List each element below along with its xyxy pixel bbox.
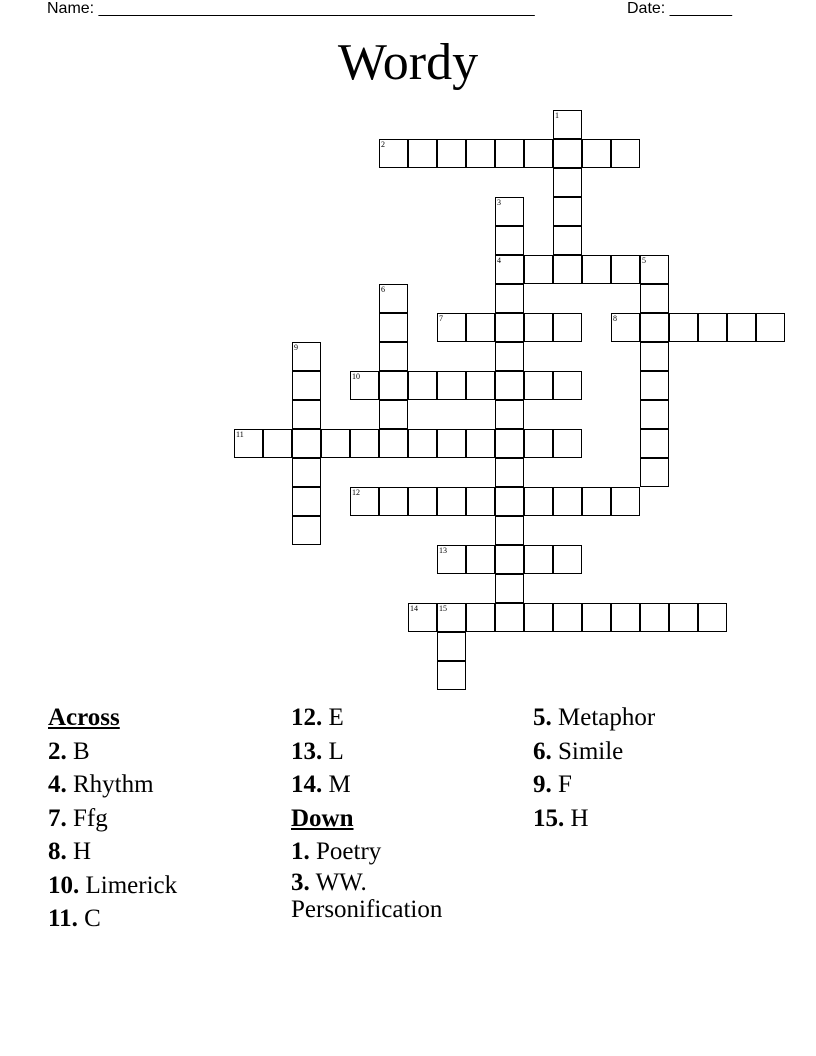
grid-cell[interactable] (582, 255, 611, 284)
grid-cell[interactable] (379, 284, 408, 313)
grid-cell[interactable] (466, 603, 495, 632)
grid-cell[interactable] (640, 255, 669, 284)
clue-number: 9. (533, 771, 552, 798)
grid-cell[interactable] (495, 400, 524, 429)
clue-text: Simile (558, 737, 624, 765)
grid-cell[interactable] (350, 371, 379, 400)
clue-number: 8. (48, 838, 67, 865)
grid-cell[interactable] (495, 226, 524, 255)
clue-number-label: 11 (236, 430, 244, 439)
grid-cell[interactable] (292, 487, 321, 516)
grid-cell[interactable] (437, 487, 466, 516)
grid-cell[interactable] (379, 371, 408, 400)
clues-column-3 (533, 701, 773, 835)
grid-cell[interactable] (408, 139, 437, 168)
grid-cell[interactable] (495, 545, 524, 574)
grid-cell[interactable] (379, 429, 408, 458)
grid-cell[interactable] (524, 545, 553, 574)
clue-number-label: 8 (613, 314, 617, 323)
clue-text: H (570, 804, 589, 832)
grid-cell[interactable] (553, 487, 582, 516)
clue-text: Ffg (73, 804, 108, 832)
grid-cell[interactable] (350, 487, 379, 516)
grid-cell[interactable] (495, 197, 524, 226)
clues-column-2 (291, 701, 531, 929)
grid-cell[interactable] (379, 487, 408, 516)
grid-cell[interactable] (611, 139, 640, 168)
grid-cell[interactable] (553, 429, 582, 458)
clue-across-7 (48, 802, 288, 836)
clue-text: Poetry (316, 838, 382, 865)
clue-across-14 (291, 768, 531, 802)
grid-cell[interactable] (437, 632, 466, 661)
grid-cell[interactable] (495, 574, 524, 603)
grid-cell[interactable] (524, 255, 553, 284)
clue-number-label: 12 (352, 488, 360, 497)
grid-cell[interactable] (466, 139, 495, 168)
grid-cell[interactable] (437, 545, 466, 574)
grid-cell[interactable] (553, 255, 582, 284)
clue-number-label: 6 (381, 285, 385, 294)
grid-cell[interactable] (292, 458, 321, 487)
clue-number: 12. (291, 704, 323, 731)
grid-cell[interactable] (582, 487, 611, 516)
grid-cell[interactable] (553, 226, 582, 255)
clue-across-2 (48, 735, 288, 769)
grid-cell[interactable] (292, 400, 321, 429)
grid-cell[interactable] (379, 313, 408, 342)
grid-cell[interactable] (553, 371, 582, 400)
clue-across-4 (48, 768, 288, 802)
date-field-label: Date: _______ (627, 0, 732, 17)
grid-cell[interactable] (640, 284, 669, 313)
grid-cell[interactable] (408, 371, 437, 400)
grid-cell[interactable] (466, 487, 495, 516)
grid-cell[interactable] (292, 516, 321, 545)
grid-cell[interactable] (495, 458, 524, 487)
grid-cell[interactable] (640, 342, 669, 371)
clue-text: Rhythm (73, 771, 154, 798)
grid-cell[interactable] (756, 313, 785, 342)
clue-number: 2. (48, 737, 67, 765)
grid-cell[interactable] (379, 342, 408, 371)
grid-cell[interactable] (437, 661, 466, 690)
clue-across-8 (48, 835, 288, 869)
clue-number-label: 13 (439, 546, 447, 555)
grid-cell[interactable] (553, 313, 582, 342)
clue-number-label: 2 (381, 140, 385, 149)
grid-cell[interactable] (640, 429, 669, 458)
grid-cell[interactable] (582, 603, 611, 632)
grid-cell[interactable] (495, 603, 524, 632)
clue-number: 11. (48, 905, 78, 932)
clue-number: 14. (291, 771, 323, 798)
grid-cell[interactable] (263, 429, 292, 458)
clue-text: L (328, 737, 344, 765)
clue-text: C (84, 905, 101, 932)
clue-text: M (328, 771, 351, 798)
grid-cell[interactable] (495, 371, 524, 400)
down-heading: Down (291, 804, 354, 832)
grid-cell[interactable] (611, 603, 640, 632)
grid-cell[interactable] (495, 487, 524, 516)
clue-number: 4. (48, 771, 67, 798)
grid-cell[interactable] (669, 603, 698, 632)
grid-cell[interactable] (640, 603, 669, 632)
grid-cell[interactable] (611, 313, 640, 342)
grid-cell[interactable] (524, 487, 553, 516)
grid-cell[interactable] (582, 139, 611, 168)
clue-number: 10. (48, 871, 80, 899)
clue-number-label: 14 (410, 604, 418, 613)
clue-text: Metaphor (558, 704, 656, 731)
clue-down-3 (291, 869, 491, 929)
name-field-label: Name: _________________________________________________ (47, 0, 535, 17)
grid-cell[interactable] (379, 139, 408, 168)
clue-down-1 (291, 835, 531, 869)
across-heading: Across (48, 704, 120, 731)
grid-cell[interactable] (408, 429, 437, 458)
grid-cell[interactable] (466, 371, 495, 400)
page-title: Wordy (337, 34, 479, 91)
clue-number: 3. (291, 868, 310, 896)
clue-number: 6. (533, 737, 552, 765)
grid-cell[interactable] (611, 255, 640, 284)
grid-cell[interactable] (495, 429, 524, 458)
clue-across-11 (48, 902, 288, 936)
clue-number-label: 4 (497, 256, 501, 265)
grid-cell[interactable] (669, 313, 698, 342)
clues-column-1 (48, 701, 288, 936)
grid-cell[interactable] (640, 371, 669, 400)
grid-cell[interactable] (495, 516, 524, 545)
clue-down-9 (533, 768, 773, 802)
grid-cell[interactable] (495, 313, 524, 342)
grid-cell[interactable] (698, 313, 727, 342)
grid-cell[interactable] (640, 458, 669, 487)
grid-cell[interactable] (698, 603, 727, 632)
clue-text: E (328, 704, 344, 731)
clue-number-label: 10 (352, 372, 360, 381)
grid-cell[interactable] (553, 603, 582, 632)
grid-cell[interactable] (292, 429, 321, 458)
grid-cell[interactable] (524, 371, 553, 400)
grid-cell[interactable] (466, 313, 495, 342)
clue-number: 13. (291, 737, 323, 765)
clue-down-5 (533, 701, 773, 735)
clue-number-label: 15 (439, 604, 447, 613)
grid-cell[interactable] (292, 371, 321, 400)
grid-cell[interactable] (524, 313, 553, 342)
grid-cell[interactable] (553, 197, 582, 226)
grid-cell[interactable] (524, 603, 553, 632)
grid-cell[interactable] (524, 139, 553, 168)
grid-cell[interactable] (553, 110, 582, 139)
clue-number-label: 5 (642, 256, 646, 265)
clue-number: 1. (291, 838, 310, 865)
grid-cell[interactable] (437, 371, 466, 400)
grid-cell[interactable] (640, 400, 669, 429)
grid-cell[interactable] (495, 139, 524, 168)
clue-text: B (73, 737, 90, 765)
clue-number: 5. (533, 704, 552, 731)
grid-cell[interactable] (727, 313, 756, 342)
grid-cell[interactable] (524, 429, 553, 458)
grid-cell[interactable] (437, 429, 466, 458)
grid-cell[interactable] (495, 255, 524, 284)
grid-cell[interactable] (437, 139, 466, 168)
grid-cell[interactable] (437, 603, 466, 632)
grid-cell[interactable] (466, 429, 495, 458)
clue-number-label: 1 (555, 111, 559, 120)
grid-cell[interactable] (292, 342, 321, 371)
grid-cell[interactable] (553, 139, 582, 168)
clue-text: F (558, 771, 572, 798)
clue-across-12 (291, 701, 531, 735)
clue-across-10 (48, 869, 288, 903)
grid-cell[interactable] (553, 168, 582, 197)
clue-text: WW. Personification (291, 868, 443, 923)
grid-cell[interactable] (640, 313, 669, 342)
grid-cell[interactable] (234, 429, 263, 458)
clue-down-15 (533, 802, 773, 836)
grid-cell[interactable] (408, 487, 437, 516)
clue-number: 7. (48, 804, 67, 832)
grid-cell[interactable] (466, 545, 495, 574)
grid-cell[interactable] (379, 400, 408, 429)
clue-text: Limerick (85, 871, 178, 899)
clue-number: 15. (533, 804, 565, 832)
grid-cell[interactable] (495, 342, 524, 371)
clue-text: H (73, 838, 92, 865)
clue-down-6 (533, 735, 773, 769)
grid-cell[interactable] (495, 284, 524, 313)
grid-cell[interactable] (553, 545, 582, 574)
grid-cell[interactable] (611, 487, 640, 516)
grid-cell[interactable] (321, 429, 350, 458)
grid-cell[interactable] (350, 429, 379, 458)
clue-number-label: 3 (497, 198, 501, 207)
clue-across-13 (291, 735, 531, 769)
grid-cell[interactable] (408, 603, 437, 632)
clue-number-label: 9 (294, 343, 298, 352)
clue-number-label: 7 (439, 314, 443, 323)
grid-cell[interactable] (437, 313, 466, 342)
